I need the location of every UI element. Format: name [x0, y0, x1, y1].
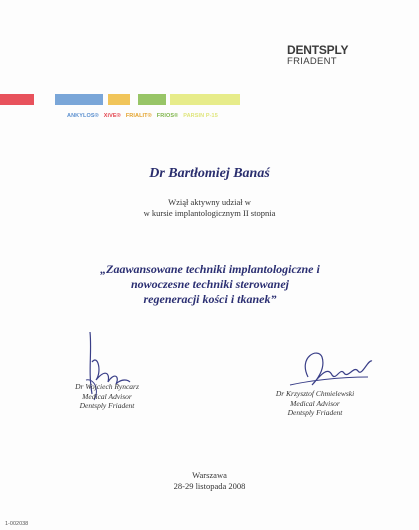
brand-color-bars: [0, 94, 240, 105]
left-signatory-name: Dr Wojciech Ryncarz: [75, 382, 139, 391]
place: Warszawa: [192, 470, 227, 480]
course-title-line-3: regeneracji kości i tkanek”: [143, 292, 277, 306]
product-brand-list: [67, 113, 223, 119]
brand-item: FRIALIT®: [125, 113, 152, 119]
color-bar-4: [138, 94, 166, 105]
color-bar-5: [170, 94, 240, 105]
left-signatory-company: Dentsply Friadent: [79, 401, 135, 410]
course-title-line-2: nowoczesne techniki sterowanej: [130, 277, 289, 291]
brand-item: ANKYLOS®: [67, 113, 99, 119]
right-signatory: [250, 389, 380, 418]
color-bar-1: [0, 94, 34, 105]
recipient-name: Dr Bartłomiej Banaś: [149, 166, 270, 181]
logo-top-text: DENTSPLY: [287, 43, 349, 57]
left-signatory: [52, 382, 162, 411]
date: 28-29 listopada 2008: [173, 481, 246, 491]
color-bar-2: [55, 94, 103, 105]
place-and-date: [0, 470, 419, 492]
brand-item: XiVE®: [103, 113, 121, 119]
brand-item: FRIOS®: [156, 113, 179, 119]
course-title-line-1: „Zaawansowane techniki implantologiczne i: [100, 262, 320, 276]
course-title: [60, 262, 360, 307]
document-id: 1-002038: [5, 521, 29, 527]
logo-bottom-text: FRIADENT: [287, 56, 337, 67]
right-signatory-name: Dr Krzysztof Chmielewski: [275, 389, 355, 398]
participation-text: [0, 197, 419, 218]
color-bar-3: [108, 94, 130, 105]
dentsply-friadent-logo: [287, 44, 367, 67]
left-signatory-role: Medical Advisor: [82, 391, 132, 401]
brand-item: PARSIN P-15: [183, 113, 218, 119]
right-signatory-role: Medical Advisor: [290, 398, 340, 408]
participation-line-1: Wziął aktywny udział w: [168, 197, 251, 207]
right-handwritten-signature: [288, 347, 374, 387]
participation-line-2: w kursie implantologicznym II stopnia: [143, 207, 276, 218]
right-signatory-company: Dentsply Friadent: [287, 408, 343, 417]
